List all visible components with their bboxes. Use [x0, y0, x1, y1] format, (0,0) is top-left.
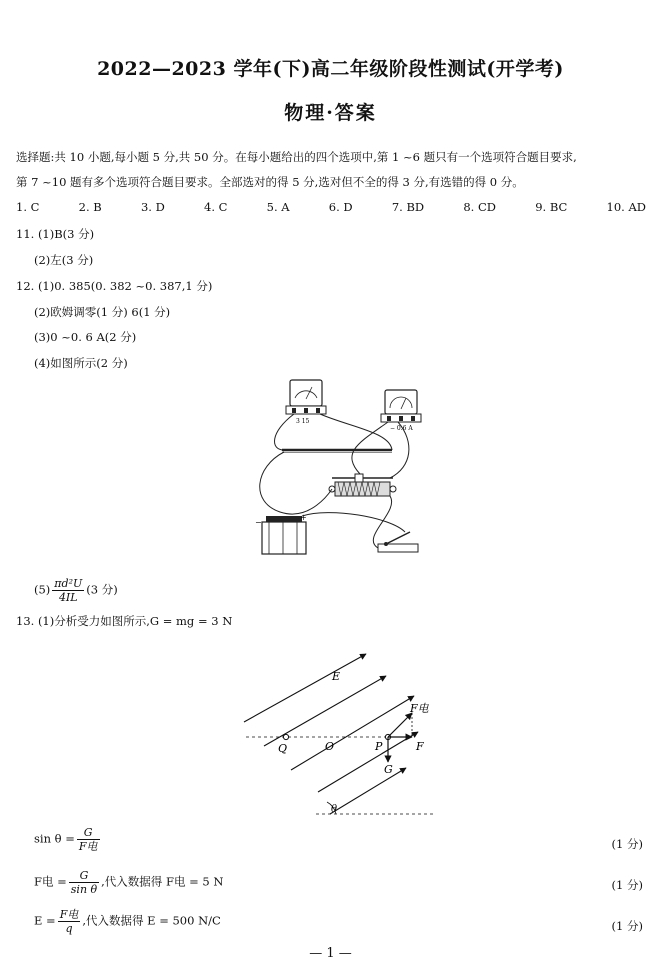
- label-p: P: [375, 740, 383, 753]
- label-theta: θ: [331, 804, 338, 815]
- voltmeter-label: 3 15: [296, 418, 310, 425]
- q12-formula: $\frac{\text{πd²U}}{4IL}$: [54, 577, 83, 604]
- label-q: Q: [278, 742, 288, 755]
- ammeter-label: − 0.6 A: [390, 425, 413, 432]
- q13-eq1-points: (1 分): [611, 837, 643, 851]
- circuit-diagram: [240, 372, 440, 572]
- label-e: E: [332, 670, 341, 683]
- battery-plus: +: [300, 513, 307, 522]
- q11-part2: (2)左(3 分): [34, 253, 94, 267]
- answer-row: [16, 200, 646, 214]
- answer-7: 7. BD: [391, 200, 425, 214]
- q13-eq2: F电 = $\frac{G}{\text{sin θ}}$ ,代入数据得 F电 = 5 N: [34, 869, 224, 896]
- q13-eq3-points: (1 分): [611, 919, 643, 933]
- label-f-electric: F电: [410, 702, 429, 715]
- q12-part5: (5) $\frac{\text{πd²U}}{4IL}$ (3 分): [34, 577, 118, 604]
- label-o: O: [325, 740, 335, 753]
- page-title: 2022—2023 学年(下)高二年级阶段性测试(开学考): [97, 58, 564, 80]
- answer-4: 4. C: [204, 200, 228, 214]
- intro-line-2: 第 7 ~10 题有多个选项符合题目要求。全部选对的得 5 分,选对但不全的得 3 分,有选错的得 0 分。: [16, 175, 524, 189]
- q13-part1: 13. (1)分析受力如图所示,G = mg = 3 N: [16, 614, 233, 628]
- q12-part2: (2)欧姆调零(1 分) 6(1 分): [34, 305, 171, 319]
- answer-1: 1. C: [16, 200, 40, 214]
- answer-8: 8. CD: [463, 200, 497, 214]
- q13-eq2-points: (1 分): [611, 878, 643, 892]
- ammeter-icon: [381, 390, 421, 422]
- intro-line-1: 选择题:共 10 小题,每小题 5 分,共 50 分。在每小题给出的四个选项中,第 1 ~6 题只有一个选项符合题目要求,: [16, 150, 577, 164]
- answer-10: 10. AD: [606, 200, 646, 214]
- rheostat-icon: [329, 474, 396, 496]
- q12-part3: (3)0 ~0. 6 A(2 分): [34, 330, 137, 344]
- answer-9: 9. BC: [535, 200, 568, 214]
- page-number: — 1 —: [309, 946, 352, 961]
- page-subtitle: 物理·答案: [284, 102, 377, 124]
- voltmeter-icon: [286, 380, 326, 414]
- answer-3: 3. D: [140, 200, 165, 214]
- force-electric-arrow: [388, 713, 412, 737]
- label-g: G: [384, 763, 393, 776]
- point-q: [283, 734, 288, 739]
- battery-minus: −: [255, 518, 262, 527]
- force-diagram: [236, 650, 446, 820]
- q11-part1: 11. (1)B(3 分): [16, 227, 95, 241]
- answer-2: 2. B: [78, 200, 102, 214]
- q13-eq1: sin θ = $\frac{G}{\text{F电}}$: [34, 826, 98, 853]
- q12-part1: 12. (1)0. 385(0. 382 ~0. 387,1 分): [16, 279, 213, 293]
- label-f: F: [416, 740, 424, 753]
- field-lines: [244, 654, 418, 814]
- q13-eq3: E = $\frac{\text{F电}}{q}$ ,代入数据得 E = 500 N/C: [34, 908, 221, 935]
- answer-5: 5. A: [266, 200, 290, 214]
- answer-6: 6. D: [328, 200, 353, 214]
- switch-icon: [378, 532, 418, 552]
- q12-part4: (4)如图所示(2 分): [34, 356, 128, 370]
